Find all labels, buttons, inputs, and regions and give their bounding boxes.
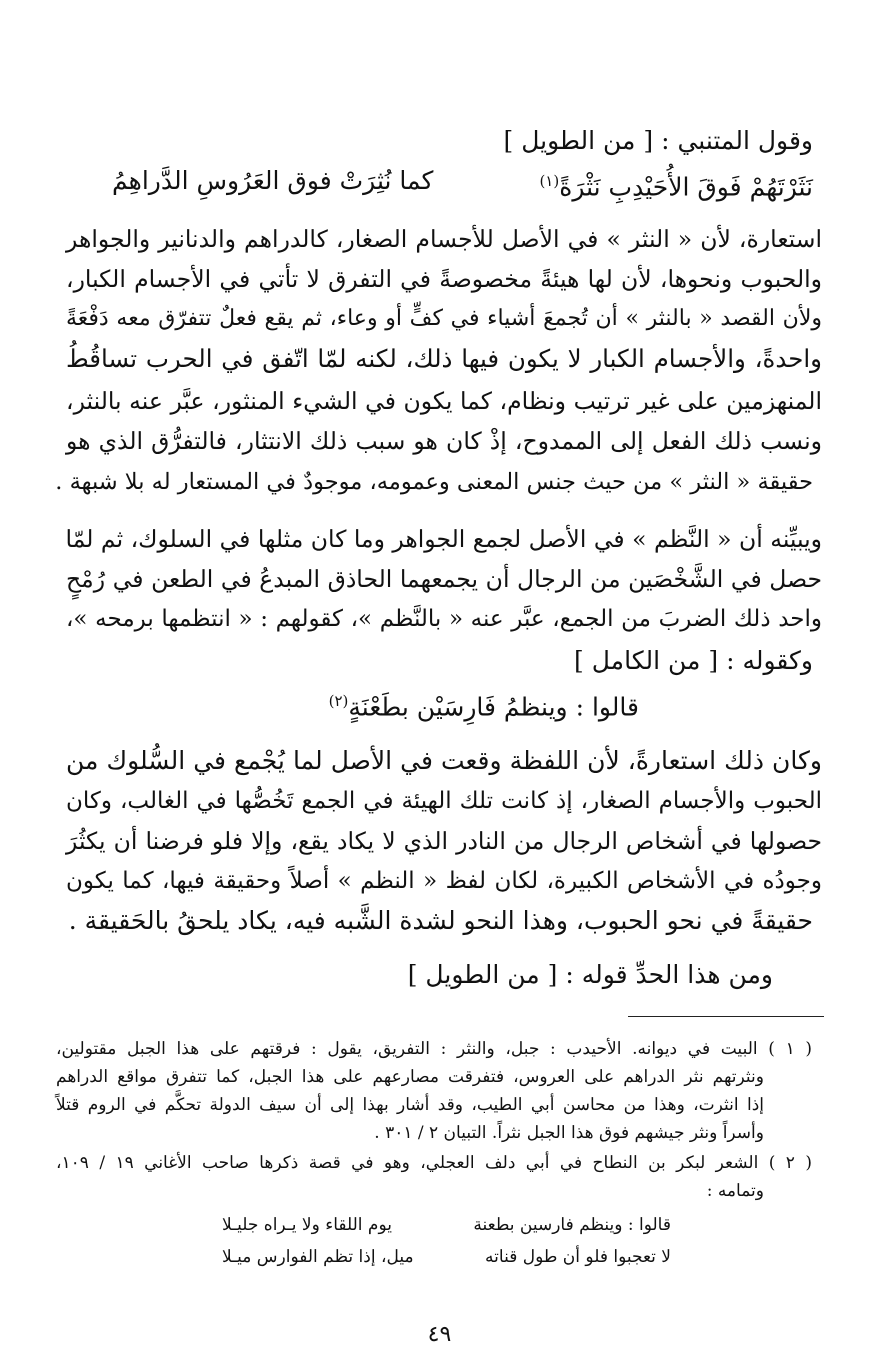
verse-text: نَثَرْتَهُمْ فَوقَ الأُحَيْدِبِ نَثْرَةً (559, 172, 813, 202)
text-line: الحبوب والأجسام الصغار، إذ كانت تلك الهيئة في الجمع تَخُصُّها في الغالب، وكان (66, 788, 822, 814)
footnote-line: ( ٢ ) الشعر لبكر بن النطاح في أبي دلف العجلي، وهو في قصة ذكرها صاحب الأغاني ١٩ / ١٠٩، (56, 1153, 812, 1173)
text-line: وكقوله : [ من الكامل ] (574, 646, 813, 675)
text-line: حقيقة « النثر » من حيث جنس المعنى وعمومه، موجودٌ في المستعار له بلا شبهة . (55, 469, 813, 495)
footnote-ref: (١) (539, 172, 560, 190)
text-line: وجودُه في الأشخاص الكبيرة، لكان لفظ « النظم » أصلاً وحقيقة فيها، كما يكون (66, 868, 822, 894)
verse-quote (329, 684, 639, 724)
text-line: والحبوب ونحوها، لأن لها هيئةً مخصوصةً في التفرق لا تأتي في الأجسام الكبار، (66, 265, 822, 293)
footnote-verse: يوم اللقاء ولا يـراه جليـلا (222, 1215, 392, 1235)
text-line: ولأن القصد « بالنثر » أن تُجمعَ أشياء في كفٍّ أو وعاء، ثم يقع فعلٌ تتفرّق معه دَفْعَةً (66, 306, 822, 331)
footnote-line: وأسراً ونثر جيشهم فوق هذا الجبل نثراً. التبيان ٢ / ٣٠١ . (374, 1123, 764, 1143)
page-number: ٤٩ (427, 1322, 452, 1347)
text-line: واحدةً، والأجسام الكبار لا يكون فيها ذلك، لكنه لمّا اتّفق في الحرب تساقُطُ (66, 344, 822, 373)
verse-hemistich-right (539, 164, 813, 204)
footnote-ref: (٢) (328, 692, 349, 710)
text-line: ونسب ذلك الفعل إلى الممدوح، إذْ كان هو سبب ذلك الانتثار، فالتفرُّق الذي هو (66, 427, 822, 455)
text-line: وقول المتنبي : [ من الطويل ] (503, 126, 813, 155)
text-line: حصولها في أشخاص الرجال من النادر الذي لا يكاد يقع، وإلا فلو فرضنا أن يكثُرَ (66, 827, 822, 855)
text-line: واحد ذلك الضربَ من الجمع، عبَّر عنه « بالنَّظم »، كقولهم : « انتظمها برمحه »، (66, 606, 822, 632)
text-line: استعارة، لأن « النثر » في الأصل للأجسام الصغار، كالدراهم والدنانير والجواهر (66, 225, 822, 253)
footnote-line: ( ١ ) البيت في ديوانه. الأحيدب : جبل، والنثر : التفريق، يقول : فرقتهم على هذا الجبل مقتولين، (56, 1039, 812, 1059)
footnote-verse: لا تعجبوا فلو أن طول قناته (485, 1247, 671, 1267)
text-line: المنهزمين على غير ترتيب ونظام، كما يكون في الشيء المنثور، عبَّر عنه بالنثر، (66, 387, 822, 415)
footnote-line: ونثرتهم نثر الدراهم على العروس، فتفرقت مصارعهم على هذا الجبل، كما تتفرق مواقع الدراهم (56, 1067, 764, 1087)
footnote-line: وتمامه : (706, 1181, 764, 1201)
text-line: حصل في الشَّخْصَين من الرجال أن يجمعهما الحاذق المبدعُ في الطعن في رُمْحٍ (66, 565, 822, 593)
text-line: ويبيِّنه أن « النَّظم » في الأصل لجمع الجواهر وما كان مثلها في السلوك، ثم لمّا (65, 525, 822, 553)
footnote-divider (628, 1016, 824, 1017)
text-line: وكان ذلك استعارةً، لأن اللفظة وقعت في الأصل لما يُجْمع في السُّلوك من (66, 746, 822, 775)
text-line: حقيقةً في نحو الحبوب، وهذا النحو لشدة الشَّبه فيه، يكاد يلحقُ بالحَقيقة . (68, 906, 813, 935)
verse-text: قالوا : وينظمُ فَارِسَيْن بطَعْنَةٍ (348, 692, 639, 722)
verse-hemistich-left: كما نُثِرَتْ فوق العَرُوسِ الدَّراهِمُ (112, 166, 434, 195)
text-line: ومن هذا الحدِّ قوله : [ من الطويل ] (407, 960, 773, 989)
footnote-verse: ميل، إذا تظم الفوارس ميـلا (222, 1247, 414, 1267)
footnote-verse: قالوا : وينظم فارسين بطعنة (473, 1215, 671, 1235)
footnote-line: إذا انثرت، وهذا من محاسن أبي الطيب، وقد أشار بهذا إلى أن سيف الدولة تحكَّم في الروم قتلاً (56, 1095, 764, 1115)
